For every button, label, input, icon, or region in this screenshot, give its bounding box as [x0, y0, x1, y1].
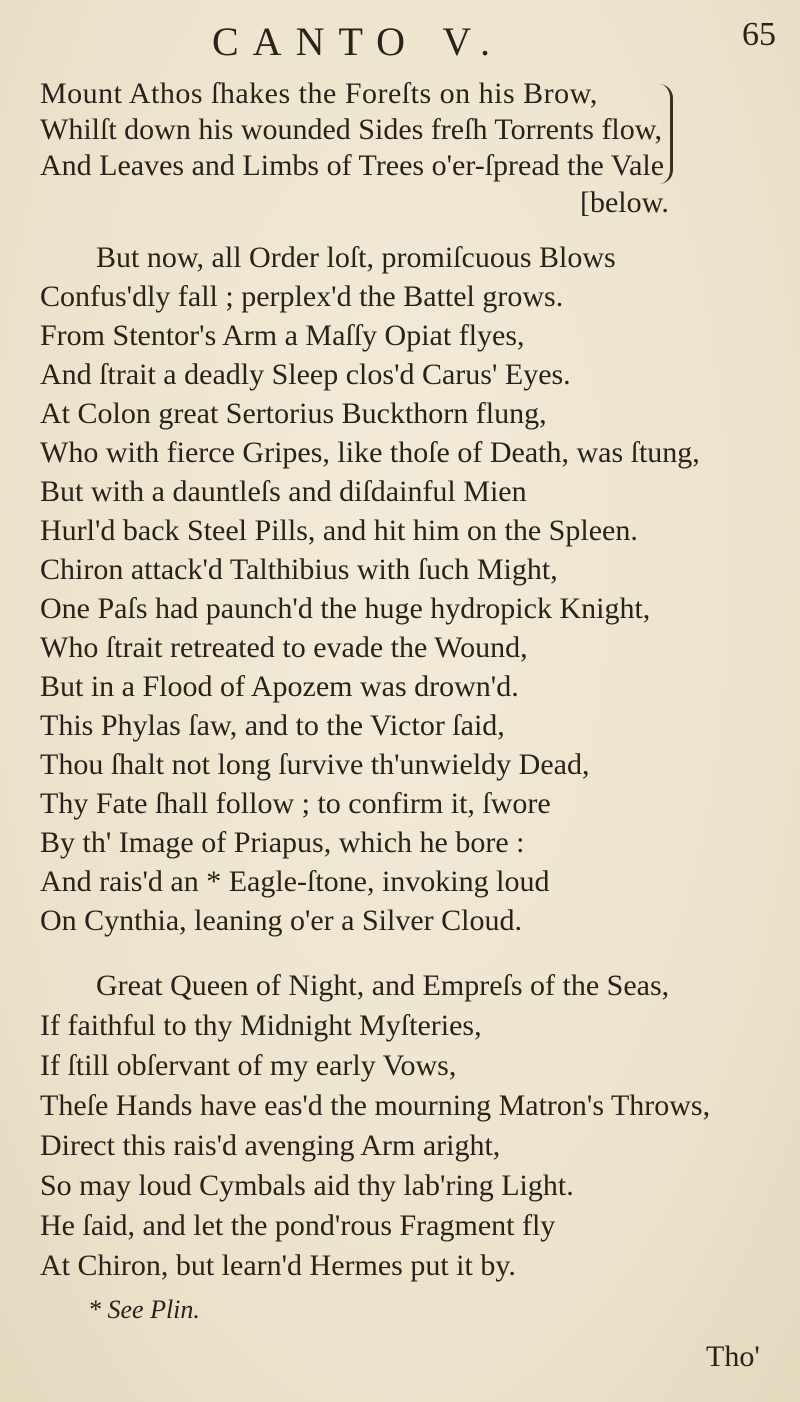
verse-line: This Phylas ſaw, and to the Victor ſaid,	[40, 709, 505, 742]
turnover-word: [below.	[580, 186, 669, 219]
verse-line: And Leaves and Limbs of Trees o'er-ſpread the Vale	[40, 149, 665, 182]
verse-line: And ſtrait a deadly Sleep clos'd Carus' Eyes.	[40, 358, 571, 391]
page-number: 65	[742, 16, 776, 53]
verse-line: Who with fierce Gripes, like thoſe of Death, was ſtung,	[40, 436, 700, 469]
verse-line: From Stentor's Arm a Maſſy Opiat flyes,	[40, 319, 525, 352]
footnote: * See Plin.	[88, 1295, 200, 1324]
verse-line: Whilſt down his wounded Sides freſh Torrents flow,	[40, 113, 662, 146]
verse-line: Confus'dly fall ; perplex'd the Battel grows.	[40, 280, 564, 313]
verse-line: Thy Fate ſhall follow ; to confirm it, ſwore	[40, 787, 551, 820]
verse-line: But with a dauntleſs and diſdainful Mien	[40, 475, 527, 508]
verse-line: By th' Image of Priapus, which he bore :	[40, 826, 525, 859]
verse-line: Great Queen of Night, and Empreſs of the Seas,	[96, 969, 670, 1002]
verse-line: But in a Flood of Apozem was drown'd.	[40, 670, 519, 703]
verse-line: Hurl'd back Steel Pills, and hit him on the Spleen.	[40, 514, 638, 547]
verse-line: If faithful to thy Midnight Myſteries,	[40, 1009, 482, 1042]
verse-line: He ſaid, and let the pond'rous Fragment fly	[40, 1209, 556, 1242]
verse-line: Direct this rais'd avenging Arm aright,	[40, 1129, 501, 1162]
verse-line: Chiron attack'd Talthibius with ſuch Might,	[40, 553, 558, 586]
verse-line: On Cynthia, leaning o'er a Silver Cloud.	[40, 904, 522, 937]
verse-line: At Colon great Sertorius Buckthorn flung,	[40, 397, 547, 430]
verse-line: Thou ſhalt not long ſurvive th'unwieldy Dead,	[40, 748, 590, 781]
verse-line: One Paſs had paunch'd the huge hydropick Knight,	[40, 592, 651, 625]
brace-mark	[650, 84, 673, 184]
page-header	[0, 14, 800, 64]
verse-line: Theſe Hands have eas'd the mourning Matron's Throws,	[40, 1089, 711, 1122]
verse-line: So may loud Cymbals aid thy lab'ring Light.	[40, 1169, 574, 1202]
verse-line: And rais'd an * Eagle-ſtone, invoking loud	[40, 865, 550, 898]
verse-line: Mount Athos ſhakes the Foreſts on his Brow,	[40, 77, 598, 110]
verse-line: But now, all Order loſt, promiſcuous Blows	[96, 241, 616, 274]
running-head: CANTO V.	[212, 19, 505, 64]
catchword: Tho'	[706, 1340, 760, 1373]
verse-line: Who ſtrait retreated to evade the Wound,	[40, 631, 528, 664]
verse-line: At Chiron, but learn'd Hermes put it by.	[40, 1249, 516, 1282]
verse-line: If ſtill obſervant of my early Vows,	[40, 1049, 457, 1082]
